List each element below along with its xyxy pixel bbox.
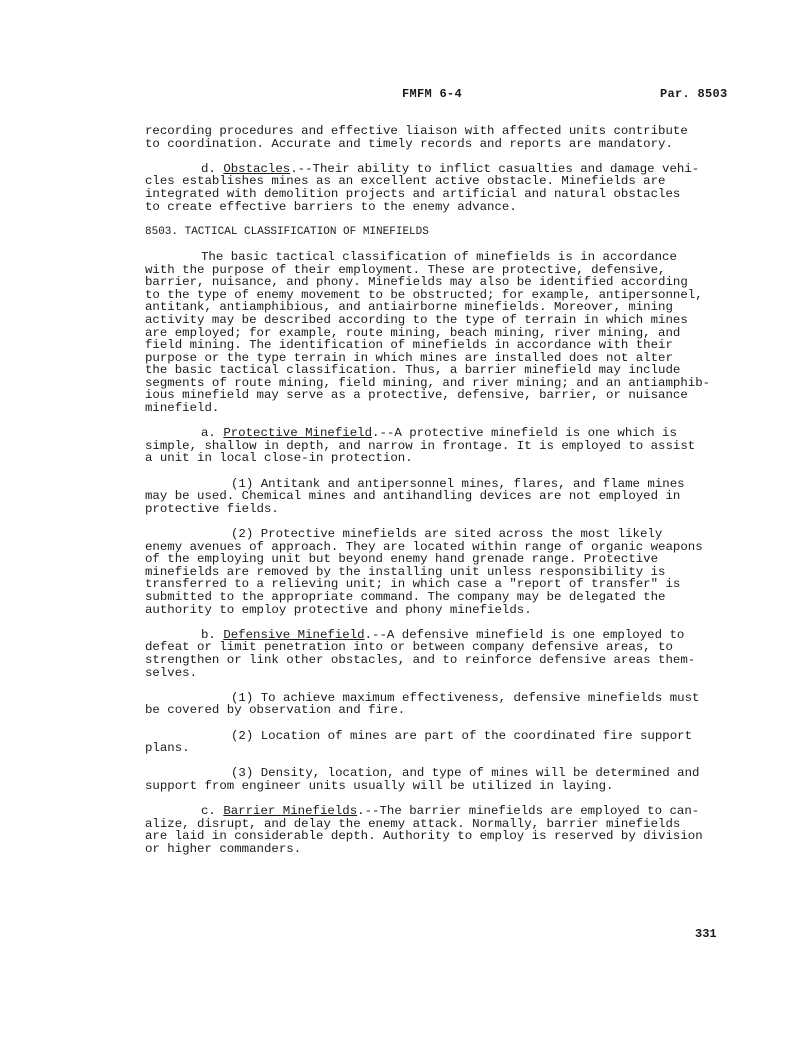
- subparagraph-a1: (1) Antitank and antipersonnel mines, flares, and flame mines may be used. Chemical mines and antihandling devices are not employed in protective fields.: [145, 476, 685, 516]
- section-heading: 8503. TACTICAL CLASSIFICATION OF MINEFIELDS: [145, 225, 429, 238]
- subparagraph-b3: (3) Density, location, and type of mines will be determined and support from engineer units usually will be utilized in laying.: [145, 766, 700, 793]
- page-number: 331: [695, 927, 717, 941]
- heading-defensive-minefield: Defensive Minefield: [223, 627, 365, 642]
- heading-obstacles: Obstacles: [223, 161, 291, 176]
- heading-protective-minefield: Protective Minefield: [223, 426, 373, 441]
- paragraph-basic-classification: The basic tactical classification of minefields is in accordance with the purpose of their employment. These are protective, defensive, barrier, nuisance, and phony. Minefields may also be identified according to the type of enemy movement to be obstructed; for example, antipersonnel, antitank, antiamphibious, and antiairborne minefields. Moreover, mining activity may be described according to the type of terrain in which mines are employed; for example, route mining, beach mining, river mining, and field mining. The identification of minefields in accordance with their purpose or the type terrain in which mines are installed does not alter the basic tactical classification. Thus, a barrier minefield may include segments of route mining, field mining, and river mining; and an antiamphib- ious minefield may serve as a protective, defensive, barrier, or nuisance minefield.: [145, 249, 711, 416]
- paragraph-c-barrier-minefields: c. Barrier Minefields.--The barrier minefields are employed to can- alize, disrupt, and delay the enemy attack. Normally, barrier minefields are laid in considerable depth. Authority to employ is reserved by division or higher commanders.: [145, 804, 703, 856]
- intro-paragraph: recording procedures and effective liaison with affected units contribute to coordination. Accurate and timely records and reports are mandatory.: [145, 124, 688, 151]
- paragraph-a-protective-minefield: a. Protective Minefield.--A protective minefield is one which is simple, shallow in depth, and narrow in frontage. It is employed to assist a unit in local close-in protection.: [145, 426, 696, 466]
- paragraph-b-defensive-minefield: b. Defensive Minefield.--A defensive minefield is one employed to defeat or limit penetration into or between company defensive areas, to strengthen or link other obstacles, and to reinforce defensive areas them- selves.: [145, 627, 696, 680]
- heading-barrier-minefields: Barrier Minefields: [223, 804, 358, 819]
- document-body: [145, 125, 737, 868]
- paragraph-d-obstacles: d. Obstacles.--Their ability to inflict casualties and damage vehi- cles establishes mines as an excellent active obstacle. Minefields are integrated with demolition projects and artificial and natural obstacles to create effective barriers to the enemy advance.: [145, 161, 700, 214]
- subparagraph-b1: (1) To achieve maximum effectiveness, defensive minefields must be covered by observation and fire.: [145, 690, 700, 718]
- running-header-doc-id: FMFM 6-4: [402, 87, 463, 101]
- subparagraph-b2: (2) Location of mines are part of the coordinated fire support plans.: [145, 728, 693, 756]
- running-header-paragraph-ref: Par. 8503: [660, 87, 728, 101]
- subparagraph-a2: (2) Protective minefields are sited across the most likely enemy avenues of approach. They are located within range of organic weapons of the employing unit but beyond enemy hand grenade range. Protective minefields are removed by the installing unit unless responsibility is transferred to a relieving unit; in which case a "report of transfer" is submitted to the appropriate command. The company may be delegated the authority to employ protective and phony minefields.: [145, 527, 703, 617]
